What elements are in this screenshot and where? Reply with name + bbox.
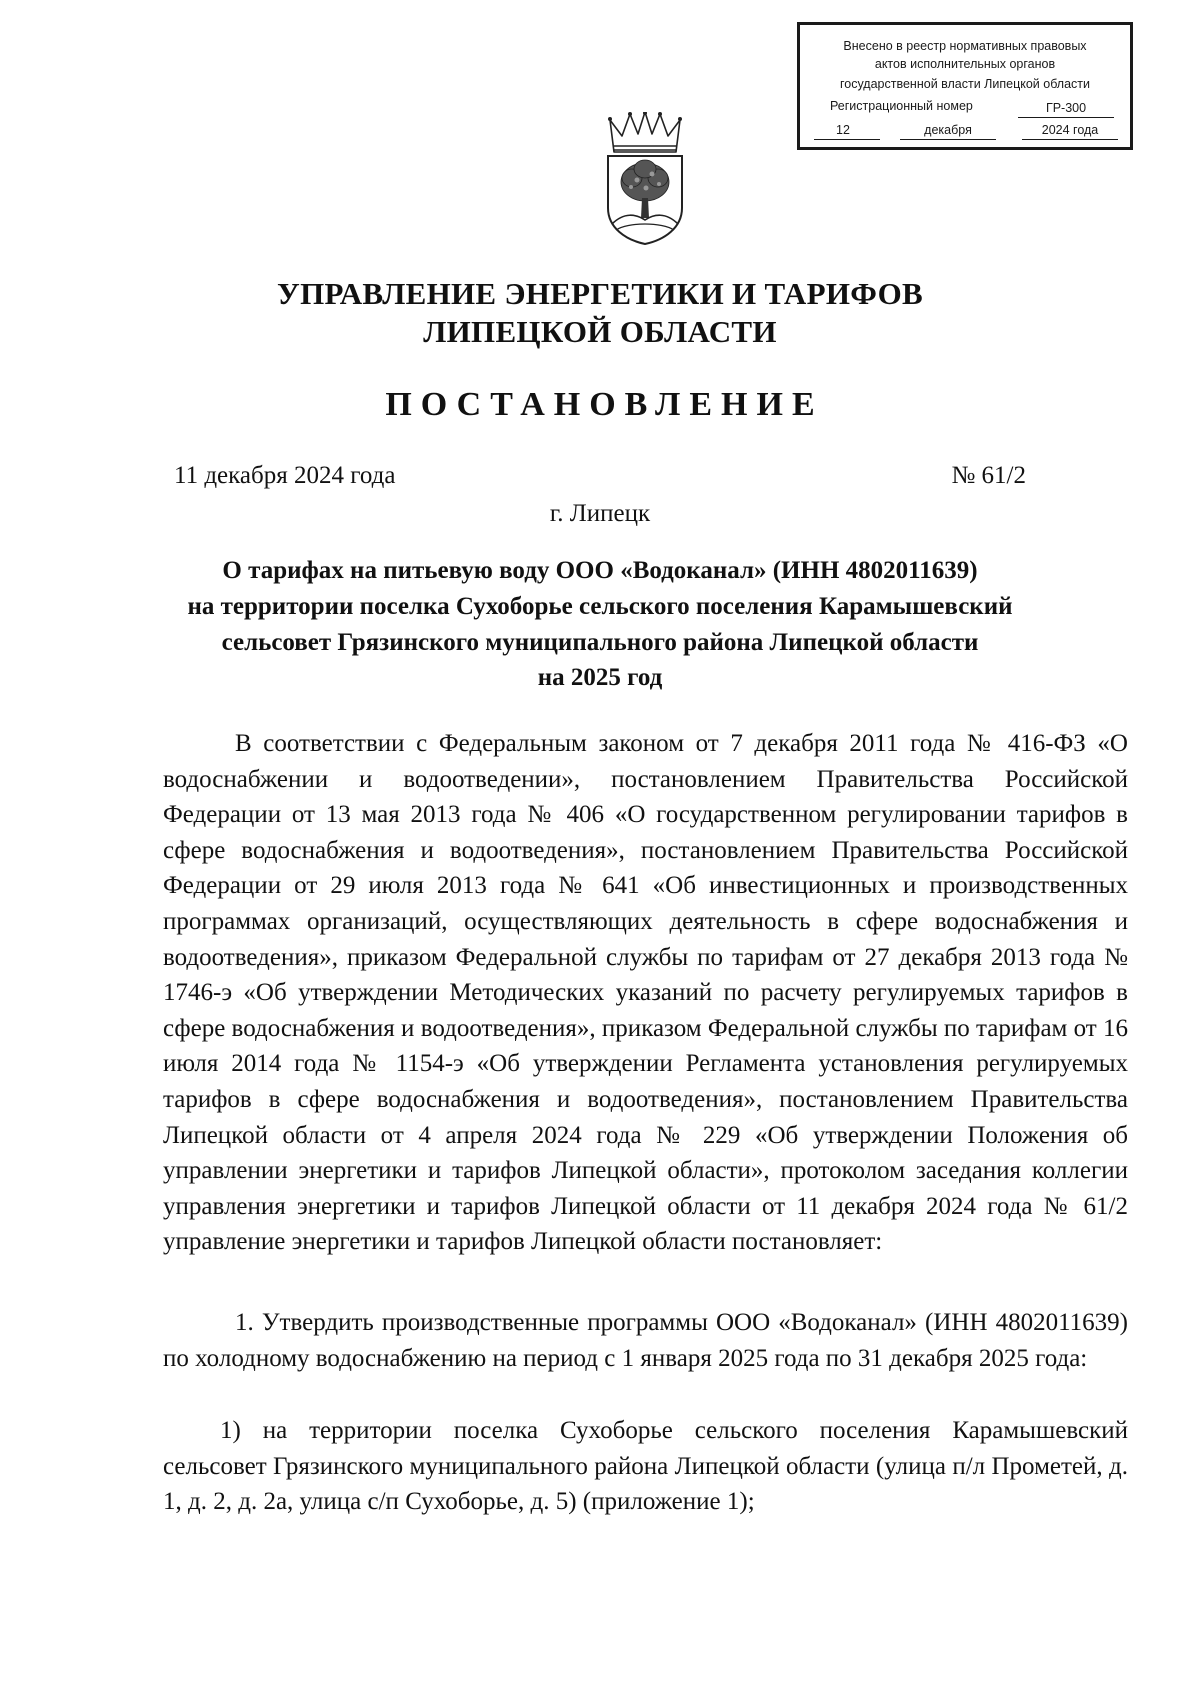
- doc-title-line-2: на территории поселка Сухоборье сельского поселения Карамышевский: [187, 593, 1013, 620]
- doc-date: 11 декабря 2024 года: [174, 462, 396, 489]
- doc-title-line-4: на 2025 год: [537, 664, 663, 691]
- subitem-1-paragraph: 1) на территории поселка Сухоборье сельского поселения Карамышевский сельсовет Грязинского муниципального района Липецкой области (улица п/л Прометей, д. 1, д. 2, д. 2а, улица с/п Сухоборье, д. 5) (приложение 1);: [163, 1417, 1128, 1516]
- stamp-year: 2024 года: [1022, 121, 1118, 140]
- org-name-line-2: ЛИПЕЦКОЙ ОБЛАСТИ: [423, 314, 777, 349]
- stamp-month: декабря: [900, 121, 996, 140]
- doc-number: № 61/2: [951, 462, 1026, 489]
- stamp-reg-number: ГР-300: [1018, 99, 1114, 118]
- coat-of-arms-icon: [602, 112, 688, 246]
- stamp-reg-label: Регистрационный номер: [830, 99, 973, 113]
- doc-type: ПОСТАНОВЛЕНИЕ: [385, 386, 824, 423]
- stamp-line-3: государственной власти Липецкой области: [839, 77, 1091, 91]
- doc-title-line-1: О тарифах на питьевую воду ООО «Водоканал» (ИНН 4802011639): [222, 557, 978, 584]
- stamp-day: 12: [814, 121, 880, 140]
- doc-city: г. Липецк: [549, 500, 651, 527]
- doc-title-line-3: сельсовет Грязинского муниципального района Липецкой области: [221, 629, 979, 656]
- preamble-paragraph: В соответствии с Федеральным законом от 7 декабря 2011 года № 416-ФЗ «О водоснабжении и водоотведении», постановлением Правительства Российской Федерации от 13 мая 2013 года № 406 «О государственном регулировании тарифов в сфере водоснабжения и водоотведения», постановлением Правительства Российской Федерации от 29 июля 2013 года № 641 «Об инвестиционных и производственных программах организаций, осуществляющих деятельность в сфере водоснабжения и водоотведения», приказом Федеральной службы по тарифам от 27 декабря 2013 года № 1746-э «Об утверждении Методических указаний по расчету регулируемых тарифов в сфере водоснабжения и водоотведения», приказом Федеральной службы по тарифам от 16 июля 2014 года № 1154-э «Об утверждении Регламента установления регулируемых тарифов в сфере водоснабжения и водоотведения», постановлением Правительства Липецкой области от 4 апреля 2024 года № 229 «Об утверждении Положения об управлении энергетики и тарифов Липецкой области», протоколом заседания коллегии управления энергетики и тарифов Липецкой области от 11 декабря 2024 года № 61/2 управление энергетики и тарифов Липецкой области постановляет:: [163, 730, 1128, 1256]
- stamp-line-1: Внесено в реестр нормативных правовых: [843, 39, 1087, 53]
- registry-stamp: [797, 22, 1133, 150]
- org-name-line-1: УПРАВЛЕНИЕ ЭНЕРГЕТИКИ И ТАРИФОВ: [277, 276, 923, 311]
- item-1-paragraph: 1. Утвердить производственные программы ООО «Водоканал» (ИНН 4802011639) по холодному водоснабжению на период с 1 января 2025 года по 31 декабря 2025 года:: [163, 1309, 1128, 1372]
- stamp-line-2: актов исполнительных органов: [874, 57, 1056, 71]
